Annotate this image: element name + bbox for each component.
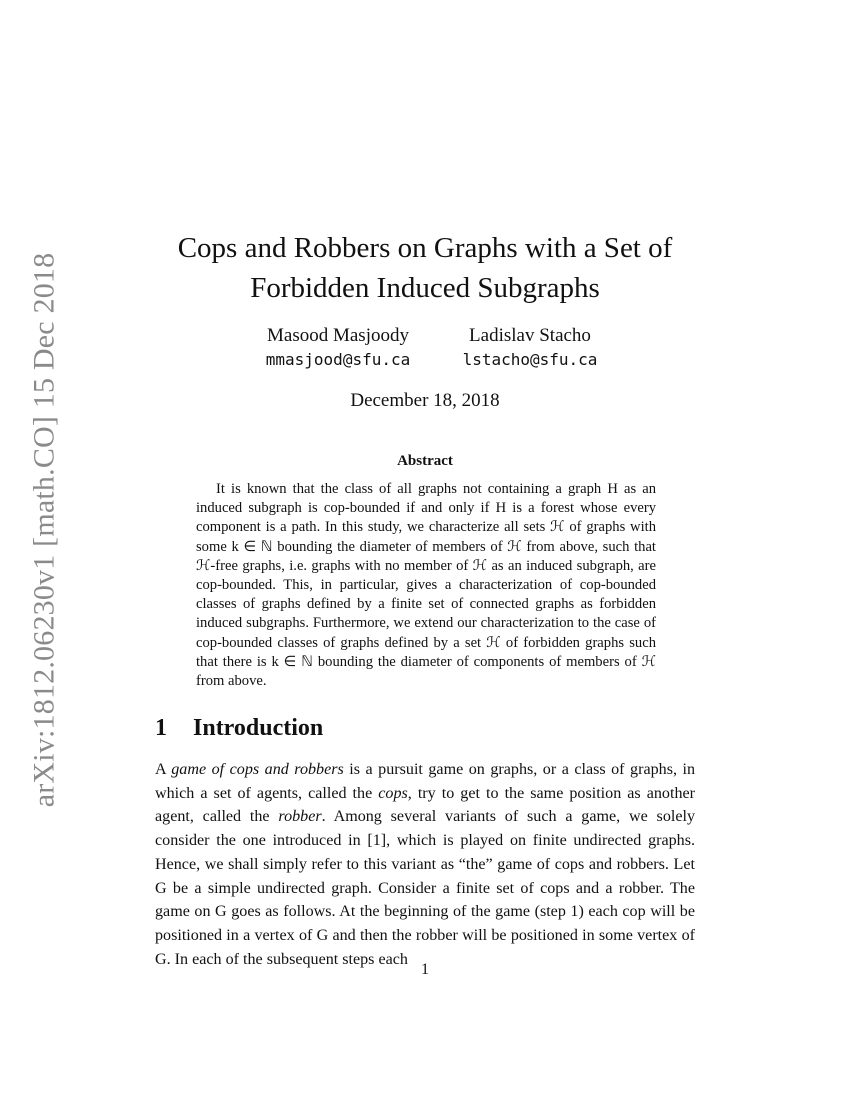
author-2 [440,324,620,372]
author-1 [236,324,440,372]
paper-title [140,228,710,308]
intro-text-4: . Among several variants of such a game, we solely consider the one introduced in [1], which is played on finite undirected graphs. Hence, we shall simply refer to this variant as “the” game of cops and robbers. Let G be a simple undirected graph. Consider a finite set of cops and a robber. The game on G goes as follows. At the beginning of the game (step 1) each cop will be positioned in a vertex of G and then the robber will be positioned in some vertex of G. In each of the subsequent steps each [155,808,696,968]
publication-date: December 18, 2018 [350,390,500,411]
author-1-name: Masood Masjoody [267,325,409,346]
intro-text-2: is a pursuit game on graphs, or a class of graphs, in which a set of agents, called the [155,761,695,802]
introduction-paragraph [155,758,695,971]
paper-title-line-1: Cops and Robbers on Graphs with a Set of [177,232,673,264]
author-2-email: lstacho@sfu.ca [462,350,598,369]
intro-emphasis-robber: robber [278,808,322,826]
arxiv-identifier-text: arXiv:1812.06230v1 [math.CO] 15 Dec 2018 [27,252,61,808]
page-number: 1 [421,961,429,978]
section-number: 1 [155,715,167,741]
intro-text-3: , try to get to the same position as another agent, called the [155,784,695,826]
paper-title-line-2: Forbidden Induced Subgraphs [250,272,600,304]
author-list [0,324,850,376]
intro-emphasis-cops: cops [378,784,408,802]
author-2-name: Ladislav Stacho [469,325,591,346]
section-title: Introduction [193,715,324,741]
abstract-heading: Abstract [397,453,453,469]
section-heading-introduction [155,712,695,744]
abstract-body: It is known that the class of all graphs not containing a graph H as an induced subgraph is cop-bounded if and only if H is a forest whose every component is a path. In this study, we characterize all sets ℋ of graphs with some k ∈ ℕ bounding the diameter of members of ℋ from above, such that ℋ-free graphs, i.e. graphs with no member of ℋ as an induced subgraph, are cop-bounded. This, in particular, gives a characterization of cop-bounded classes of graphs defined by a finite set of connected graphs as forbidden induced subgraphs. Furthermore, we extend our characterization to the case of cop-bounded classes of graphs defined by a set ℋ of forbidden graphs such that there is k ∈ ℕ bounding the diameter of components of members of ℋ from above. [196,481,656,690]
author-1-email: mmasjood@sfu.ca [265,350,411,369]
intro-emphasis-game: game of cops and robbers [171,761,344,778]
intro-text-1: A [155,761,172,778]
